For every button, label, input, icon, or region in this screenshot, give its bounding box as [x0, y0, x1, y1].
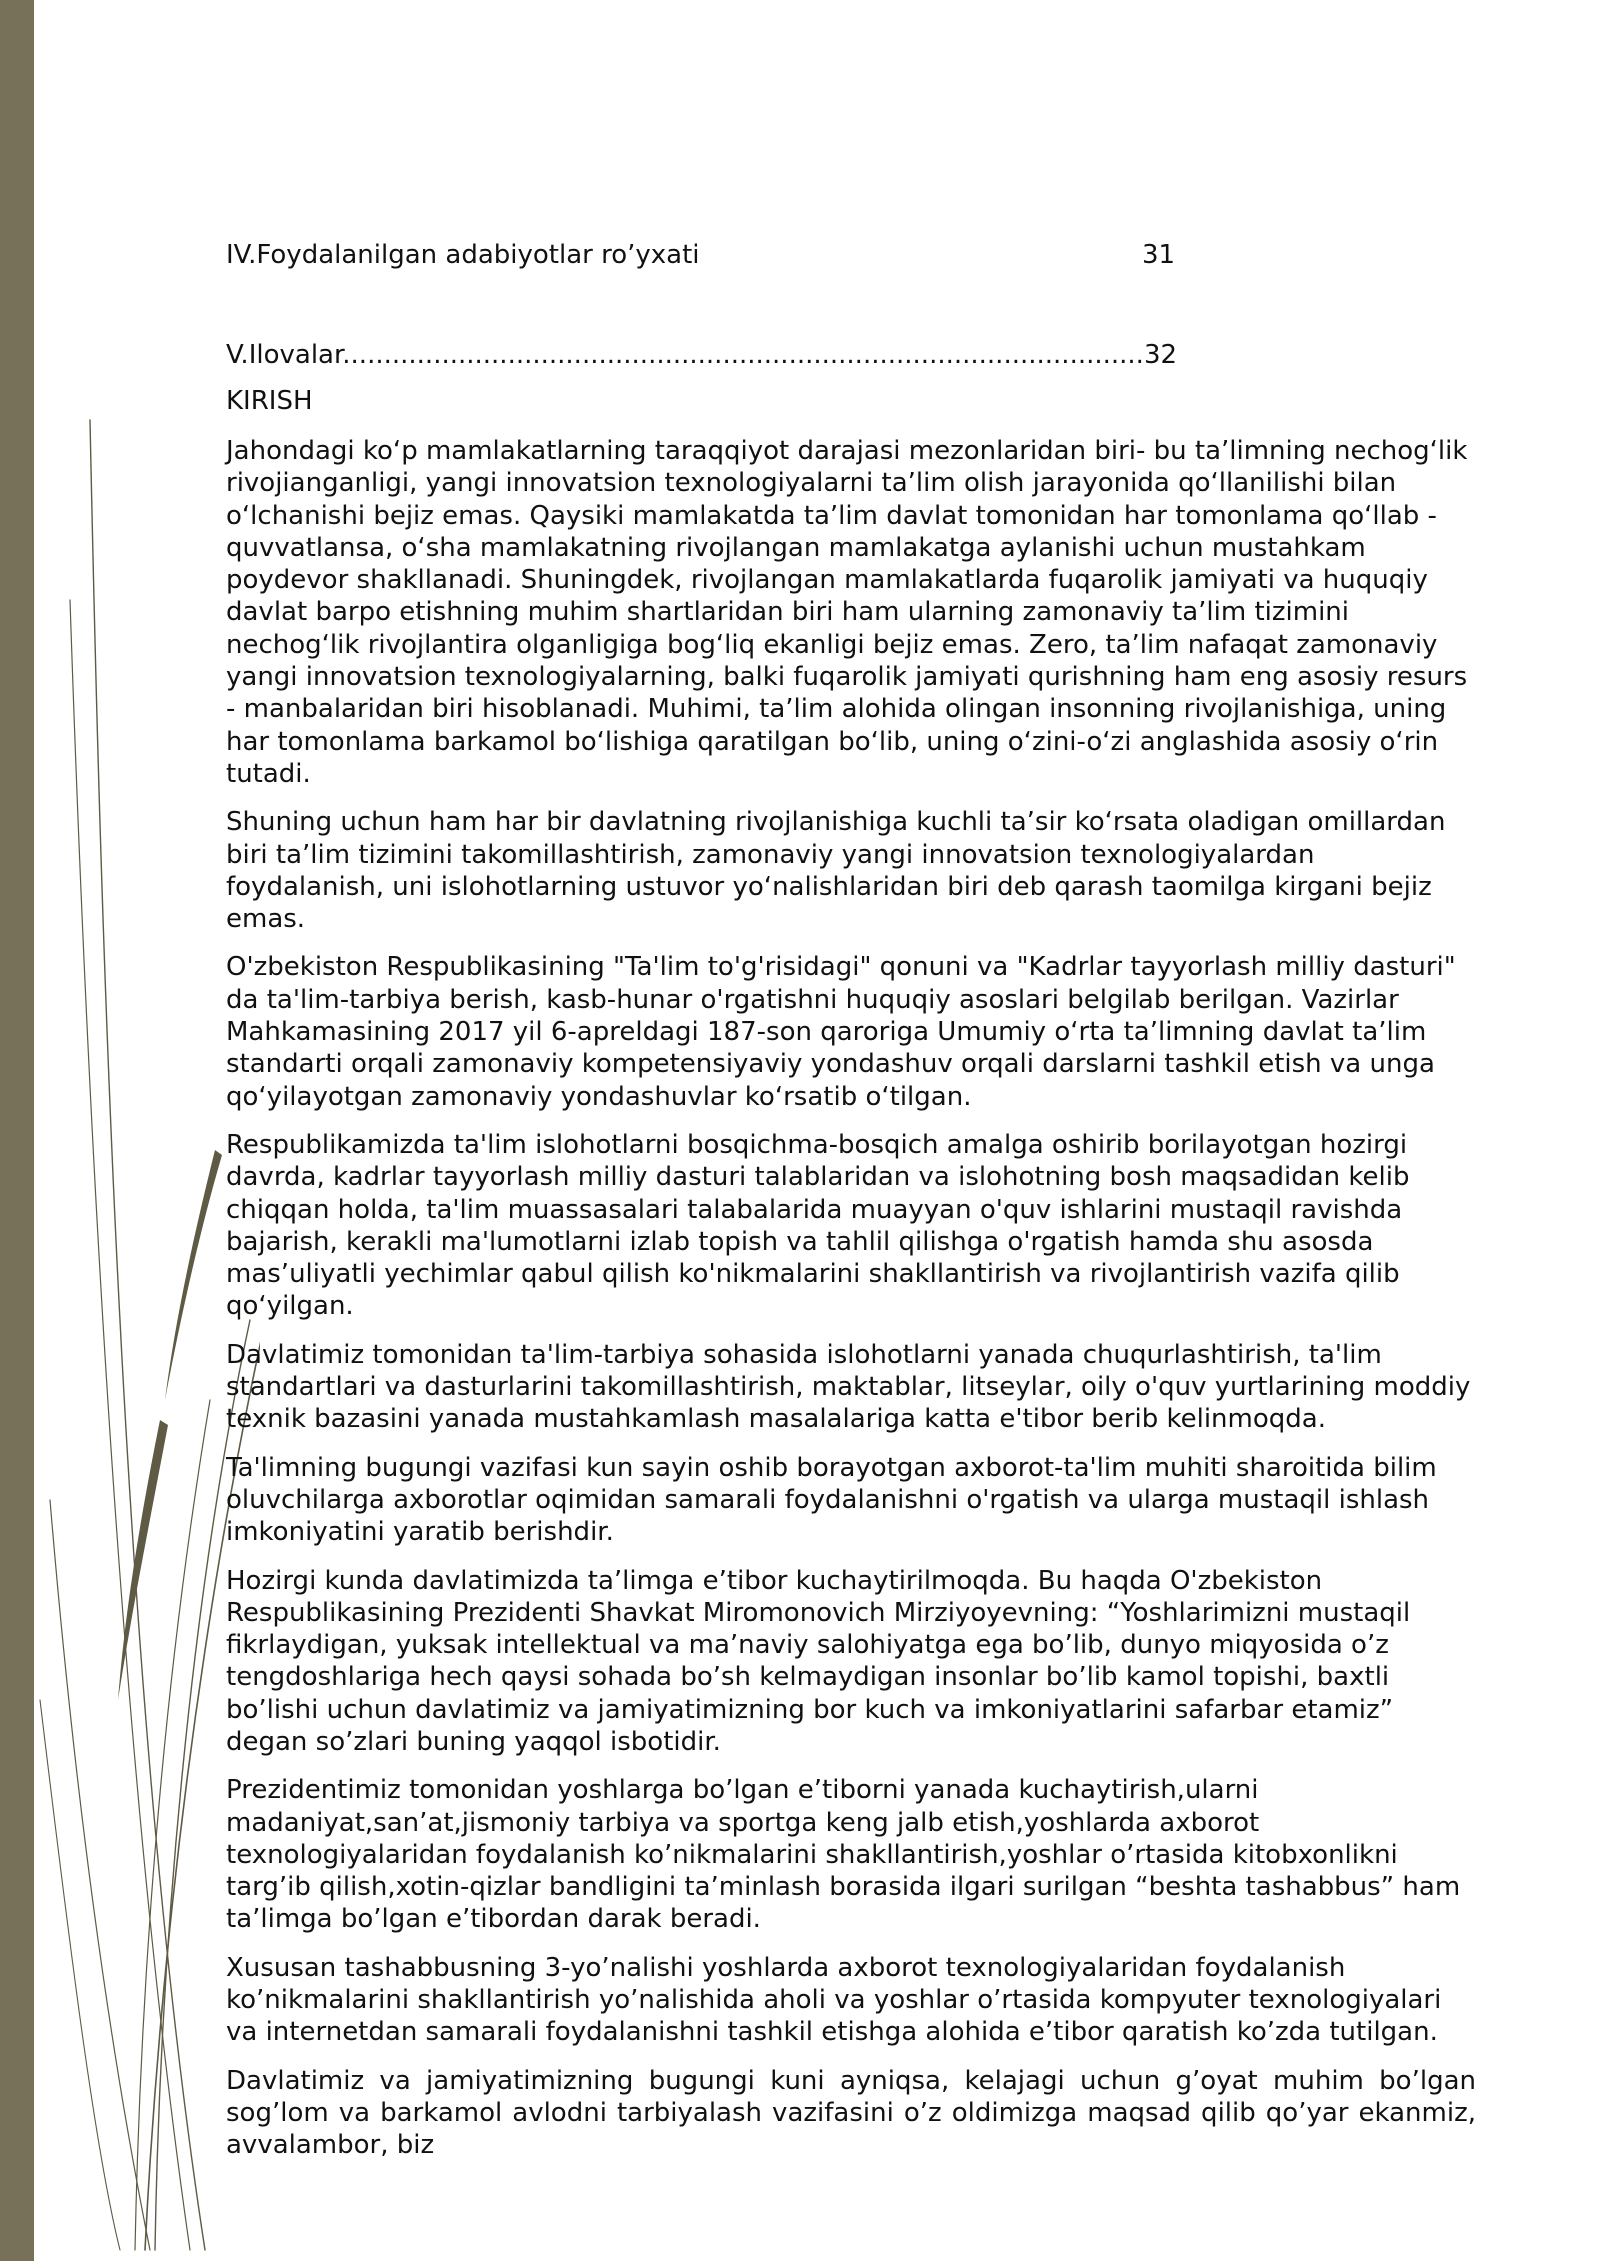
decor-line [40, 1700, 120, 2250]
paragraph: Jahondagi ko‘p mamlakatlarning taraqqiyot darajasi mezonlaridan biri- bu ta’limning nechog‘lik rivojianganligi, yangi innovatsion texnologiyalarni ta’lim olish jarayonida qo‘llanilishi bilan o‘lchanishi bejiz emas. Qaysiki mamlakatda ta’lim davlat tomonidan har tomonlama qo‘llab - quvvatlansa, o‘sha mamlakatning rivojlangan mamlakatga aylanishi uchun mustahkam poydevor shakllanadi. Shuningdek, rivojlangan mamlakatlarda fuqarolik jamiyati va huquqiy davlat barpo etishning muhim shartlaridan biri ham ularning zamonaviy ta’lim tizimini nechog‘lik rivojlantira olganligiga bog‘liq ekanligi bejiz emas. Zero, ta’lim nafaqat zamonaviy yangi innovatsion texnologiyalarning, balki fuqarolik jamiyati qurishning ham eng asosiy resurs - manbalaridan biri hisoblanadi. Muhimi, ta’lim alohida olingan insonning rivojlanishiga, uning har tomonlama barkamol bo‘lishiga qaratilgan bo‘lib, uning o‘zini-o‘zi anglashida asosiy o‘rin tutadi. [226, 436, 1468, 789]
paragraph: Xususan tashabbusning 3-yo’nalishi yoshlarda axborot texnologiyalaridan foydalanish ko’nikmalarini shakllantirish yo’nalishida aholi va yoshlar o’rtasida kompyuter texnologiyalari va internetdan samarali foydalanishni tashkil etishga alohida e’tibor qaratish ko’zda tutilgan. [226, 1952, 1442, 2048]
paragraph: Ta'limning bugungi vazifasi kun sayin oshib borayotgan axborot-ta'lim muhiti sharoitida bilim oluvchilarga axborotlar oqimidan samarali foydalanishni o'rgatish va ularga mustaqil ishlash imkoniyatini yaratib berishdir. [226, 1452, 1437, 1548]
decor-leaf [118, 1420, 168, 1700]
paragraph: Shuning uchun ham har bir davlatning rivojlanishiga kuchli ta’sir ko‘rsata oladigan omillardan biri ta’lim tizimini takomillashtirish, zamonaviy yangi innovatsion texnologiyalardan foydalanish, uni islohotlarning ustuvor yo‘nalishlaridan biri deb qarash taomilga kirgani bejiz emas. [226, 807, 1446, 935]
toc-item-references [226, 237, 1476, 277]
paragraph: O'zbekiston Respublikasining "Ta'lim to'g'risidagi" qonuni va "Kadrlar tayyorlash milliy dasturi" da ta'lim-tarbiya berish, kasb-hunar o'rgatishni huquqiy asoslari belgilab berilgan. Vazirlar Mahkamasining 2017 yil 6-apreldagi 187-son qaroriga Umumiy o‘rta ta’limning davlat ta’lim standarti orqali zamonaviy kompetensiyaviy yondashuv orqali darslarni tashkil etish va unga qo‘yilayotgan zamonaviy yondashuvlar ko‘rsatib o‘tilgan. [226, 952, 1456, 1112]
paragraph: Davlatimiz tomonidan ta'lim-tarbiya sohasida islohotlarni yanada chuqurlashtirish, ta'lim standartlari va dasturlarini takomillashtirish, maktablar, litseylar, oily o'quv yurtlarining moddiy texnik bazasini yanada mustahkamlash masalalariga katta e'tibor berib kelinmoqda. [226, 1339, 1471, 1435]
paragraph: Respublikamizda ta'lim islohotlarni bosqichma-bosqich amalga oshirib borilayotgan hozirgi davrda, kadrlar tayyorlash milliy dasturi talablaridan va islohotning bosh maqsadidan kelib chiqqan holda, ta'lim muassasalari talabalarida muayyan o'quv ishlarini mustaqil ravishda bajarish, kerakli ma'lumotlarni izlab topish va tahlil qilishga o'rgatish hamda shu asosda mas’uliyatli yechimlar qabul qilish ko'nikmalarini shakllantirish va rivojlantirish vazifa qilib qo‘yilgan. [226, 1129, 1410, 1322]
toc-item-page-number: 31 [1142, 240, 1176, 270]
decor-leaf [165, 1150, 222, 1400]
decor-line [50, 1500, 150, 2250]
decor-line [90, 420, 205, 2250]
paragraph: Hozirgi kunda davlatimizda ta’limga e’tibor kuchaytirilmoqda. Bu haqda O'zbekiston Respublikasining Prezidenti Shavkat Miromonovich Mirziyoyevning: “Yoshlarimizni mustaqil fikrlaydigan, yuksak intellektual va ma’naviy salohiyatga ega bo’lib, dunyo miqyosida o’z tengdoshlariga hech qaysi sohada bo’sh kelmaydigan insonlar bo’lib kamol topishi, baxtli bo’lishi uchun davlatimiz va jamiyatimizning bor kuch va imkoniyatlarini safarbar etamiz” degan so’zlari buning yaqqol isbotidir. [226, 1565, 1411, 1757]
toc-item-appendices: V.Ilovalar.................................................................................................32 [226, 340, 1178, 370]
paragraph: Prezidentimiz tomonidan yoshlarga bo’lgan e’tiborni yanada kuchaytirish,ularni madaniyat,san’at,jismoniy tarbiya va sportga keng jalb etish,yoshlarda axborot texnologiyalaridan foydalanish ko’nikmalarini shakllantirish,yoshlar o’rtasida kitobxonlikni targ’ib qilish,xotin-qizlar bandligini ta’minlash borasida ilgari surilgan “beshta tashabbus” ham ta’limga bo’lgan e’tibordan darak beradi. [226, 1775, 1461, 1935]
paragraph: Davlatimiz va jamiyatimizning bugungi kuni ayniqsa, kelajagi uchun g’oyat muhim bo’lgan sog’lom va barkamol avlodni tarbiyalash vazifasini o’z oldimizga maqsad qilib qo’yar ekanmiz, avvalambor, biz [226, 2065, 1476, 2161]
section-heading: KIRISH [226, 386, 313, 416]
decorative-curves [0, 0, 260, 2261]
toc-item-label: IV.Foydalanilgan adabiyotlar ro’yxati [226, 240, 700, 270]
document-body [226, 237, 1476, 2162]
